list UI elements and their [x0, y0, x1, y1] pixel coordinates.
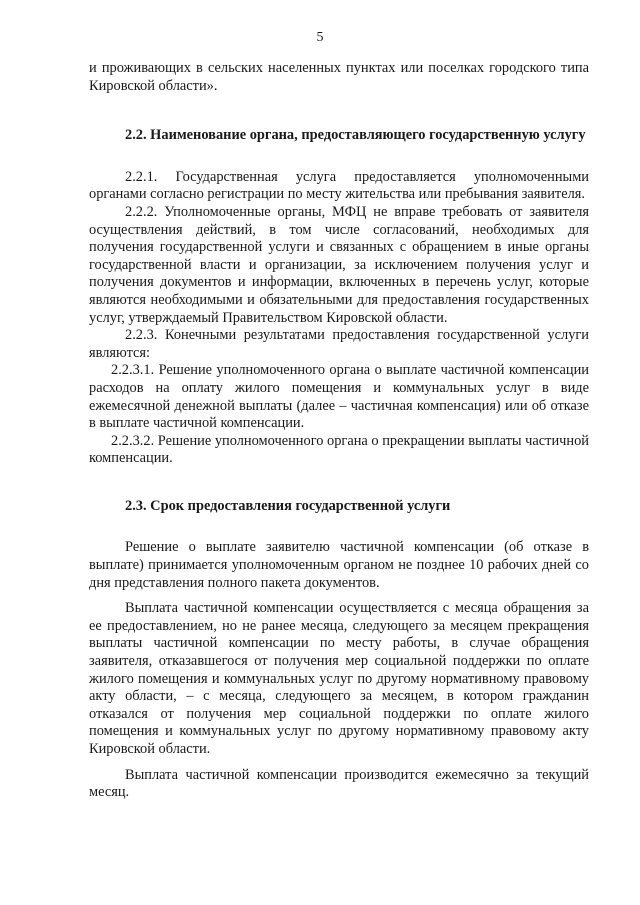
intro-tail-paragraph: и проживающих в сельских населенных пунктах или поселках городского типа Кировской области».: [89, 60, 589, 94]
document-body: [89, 60, 589, 802]
paragraph-2-2-3-1: 2.2.3.1. Решение уполномоченного органа о выплате частичной компенсации расходов на оплату жилого помещения и коммунальных услуг в виде ежемесячной денежной выплаты (далее – частичная компенсация) или об отказе в выплате частичной компенсации.: [89, 362, 589, 432]
section-2-2-heading: 2.2. Наименование органа, предоставляющего государственную услугу: [125, 127, 586, 144]
section-2-3-heading: 2.3. Срок предоставления государственной услуги: [125, 497, 451, 514]
page-number: 5: [316, 30, 324, 45]
paragraph-2-2-2: 2.2.2. Уполномоченные органы, МФЦ не вправе требовать от заявителя осуществления действий, в том числе согласований, необходимых для получения государственной услуги и связанных с обращением в иные органы государственной власти и организации, за исключением получения услуг и получения документов и информации, включенных в перечень услуг, которые являются необходимыми и обязательными для предоставления государственных услуг, утверждаемый Правительством Кировской области.: [89, 203, 589, 326]
paragraph-2-2-3-2: 2.2.3.2. Решение уполномоченного органа о прекращении выплаты частичной компенсации.: [89, 432, 589, 467]
paragraph-2-3-2: Выплата частичной компенсации осуществляется с месяца обращения за ее предоставлением, но не ранее месяца, следующего за месяцем прекращения выплаты частичной компенсации по месту работы, в случае обращения заявителя, отказавшегося от получения мер социальной поддержки по оплате жилого помещения и коммунальных услуг по другому нормативному правовому акту области, – с месяца, следующего за месяцем, в котором гражданин отказался от получения мер социальной поддержки по оплате жилого помещения и коммунальных услуг по другому нормативному правовому акту Кировской области.: [89, 600, 589, 757]
paragraph-2-2-3: 2.2.3. Конечными результатами предоставления государственной услуги являются:: [89, 327, 589, 361]
paragraph-2-3-1: Решение о выплате заявителю частичной компенсации (об отказе в выплате) принимается уполномоченным органом не позднее 10 рабочих дней со дня представления полного пакета документов.: [89, 539, 589, 591]
paragraph-2-2-1: 2.2.1. Государственная услуга предоставляется уполномоченными органами согласно регистрации по месту жительства или пребывания заявителя.: [89, 168, 589, 203]
paragraph-2-3-3: Выплата частичной компенсации производится ежемесячно за текущий месяц.: [89, 766, 589, 801]
